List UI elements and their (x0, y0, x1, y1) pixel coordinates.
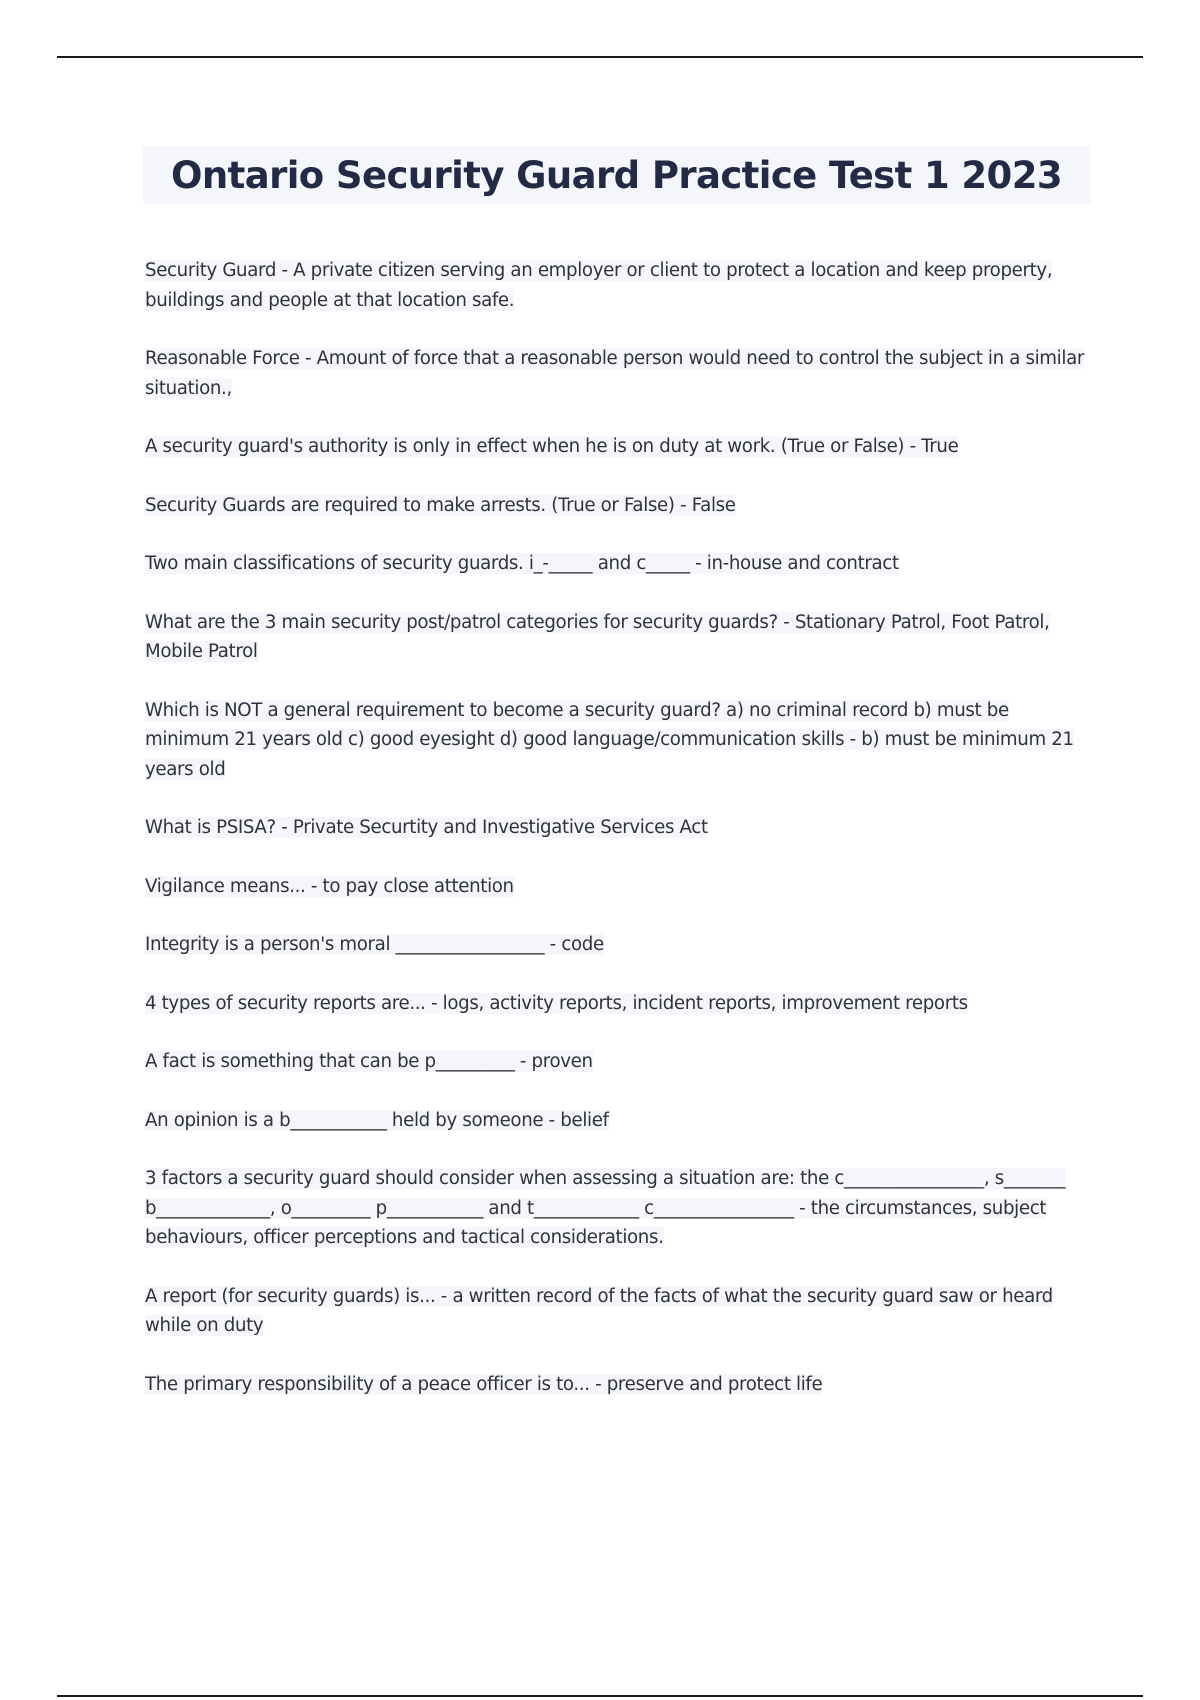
qa-text: 3 factors a security guard should consider when assessing a situation are: the c________________, s_______ b_____________, o_________ p___________ and t____________ c________________ - the circumstances, subject behaviours, officer perceptions and tactical considerations. (145, 1168, 1066, 1248)
qa-item (145, 1282, 1095, 1341)
qa-text: A report (for security guards) is... - a written record of the facts of what the security guard saw or heard while on duty (145, 1285, 1053, 1336)
qa-text: 4 types of security reports are... - logs, activity reports, incident reports, improvement reports (145, 992, 968, 1014)
qa-item (145, 608, 1095, 667)
qa-text: Two main classifications of security guards. i_-_____ and c_____ - in-house and contract (145, 553, 899, 574)
header-rule (57, 56, 1143, 58)
qa-item (145, 344, 1095, 403)
qa-item (145, 1106, 1095, 1136)
qa-text: Vigilance means... - to pay close attention (145, 875, 514, 897)
qa-item (145, 813, 1095, 843)
qa-text: An opinion is a b___________ held by someone - belief (145, 1109, 609, 1131)
footer-rule (57, 1695, 1143, 1697)
qa-item (145, 1047, 1095, 1077)
qa-item (145, 872, 1095, 902)
qa-text: A security guard's authority is only in effect when he is on duty at work. (True or False) - True (145, 436, 959, 457)
qa-item (145, 930, 1095, 960)
title-banner (143, 146, 1090, 204)
qa-text: A fact is something that can be p_________ - proven (145, 1051, 593, 1072)
qa-item (145, 256, 1095, 315)
qa-item (145, 1164, 1095, 1253)
document-title: Ontario Security Guard Practice Test 1 2023 (171, 153, 1062, 197)
qa-item (145, 696, 1095, 785)
qa-text: Security Guards are required to make arrests. (True or False) - False (145, 494, 736, 516)
qa-text: The primary responsibility of a peace officer is to... - preserve and protect life (145, 1373, 823, 1395)
qa-item (145, 989, 1095, 1019)
qa-text: What are the 3 main security post/patrol categories for security guards? - Stationary Patrol, Foot Patrol, Mobile Patrol (145, 611, 1050, 662)
qa-item (145, 491, 1095, 521)
qa-text: What is PSISA? - Private Securtity and Investigative Services Act (145, 817, 708, 838)
qa-list (145, 256, 1095, 1428)
qa-item (145, 1370, 1095, 1400)
qa-text: Which is NOT a general requirement to become a security guard? a) no criminal record b) must be minimum 21 years old c) good eyesight d) good language/communication skills - b) must be minimum 21 years old (145, 699, 1074, 780)
qa-item (145, 432, 1095, 462)
qa-text: Integrity is a person's moral _________________ - code (145, 934, 604, 955)
qa-text: Reasonable Force - Amount of force that a reasonable person would need to control the subject in a similar situation., (145, 348, 1084, 399)
qa-item (145, 549, 1095, 579)
qa-text: Security Guard - A private citizen serving an employer or client to protect a location and keep property, buildings and people at that location safe. (145, 260, 1053, 311)
